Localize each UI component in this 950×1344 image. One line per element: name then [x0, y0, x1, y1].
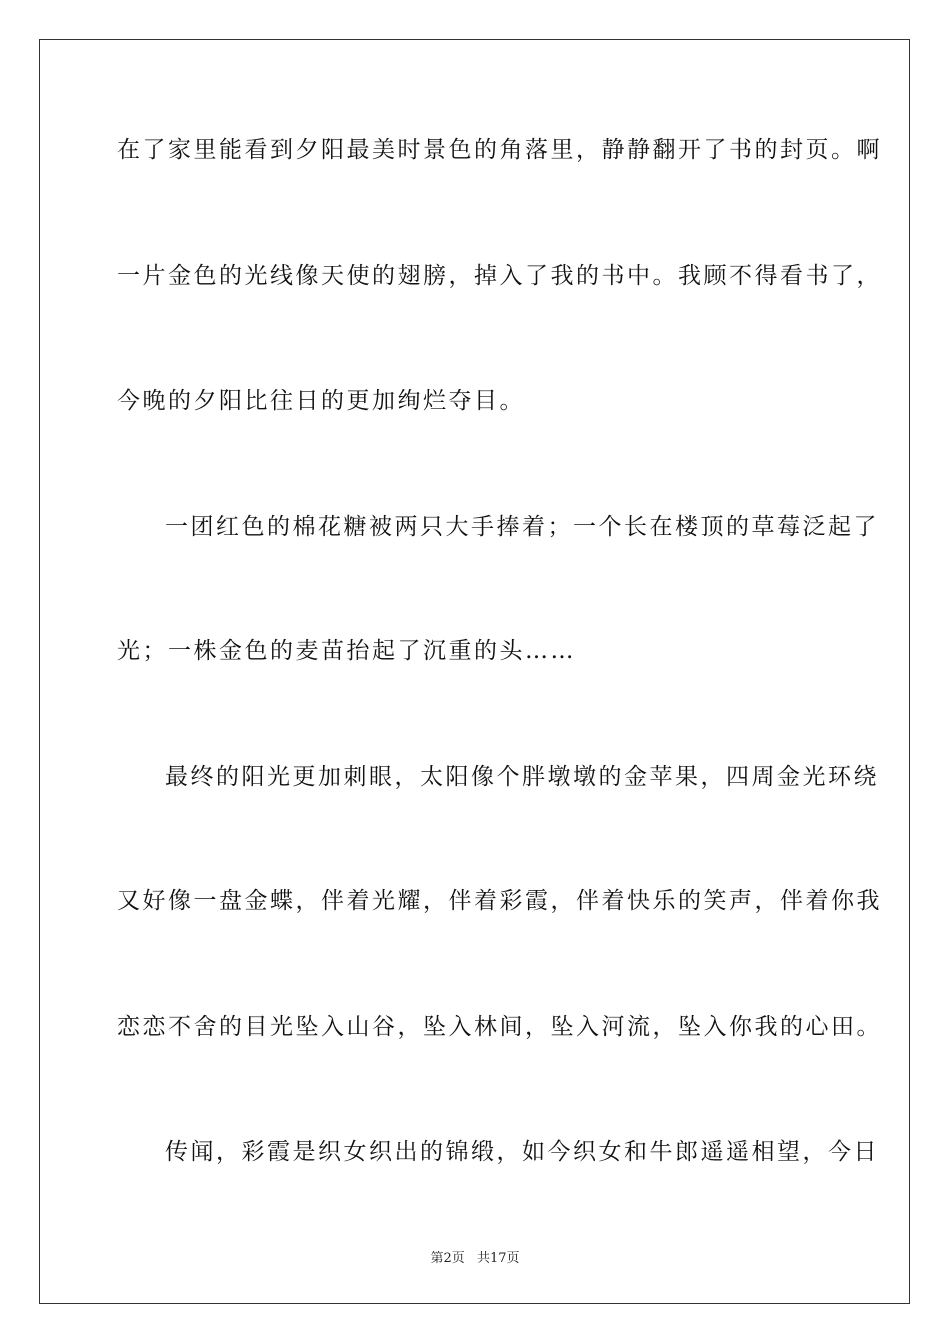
- text-line-2: 一片金色的光线像天使的翅膀，掉入了我的书中。我顾不得看书了，: [117, 263, 882, 289]
- text-line-6: 最终的阳光更加刺眼，太阳像个胖墩墩的金苹果，四周金光环绕: [165, 764, 879, 790]
- text-line-4: 一团红色的棉花糖被两只大手捧着；一个长在楼顶的草莓泛起了: [165, 514, 879, 540]
- page-footer: [0, 1247, 950, 1266]
- text-line-9: 传闻，彩霞是织女织出的锦缎，如今织女和牛郎遥遥相望，今日: [165, 1139, 879, 1165]
- text-line-8: 恋恋不舍的目光坠入山谷，坠入林间，坠入河流，坠入你我的心田。: [117, 1014, 882, 1040]
- page-border: [39, 39, 910, 1304]
- text-line-1: 在了家里能看到夕阳最美时景色的角落里，静静翻开了书的封页。啊: [117, 137, 882, 163]
- text-line-5: 光；一株金色的麦苗抬起了沉重的头……: [117, 638, 576, 664]
- page-total: 共17页: [476, 1251, 520, 1266]
- text-line-7: 又好像一盘金蝶，伴着光耀，伴着彩霞，伴着快乐的笑声，伴着你我: [117, 888, 882, 914]
- page-number: 第2页: [430, 1251, 465, 1266]
- text-line-3: 今晚的夕阳比往日的更加绚烂夺目。: [117, 388, 525, 414]
